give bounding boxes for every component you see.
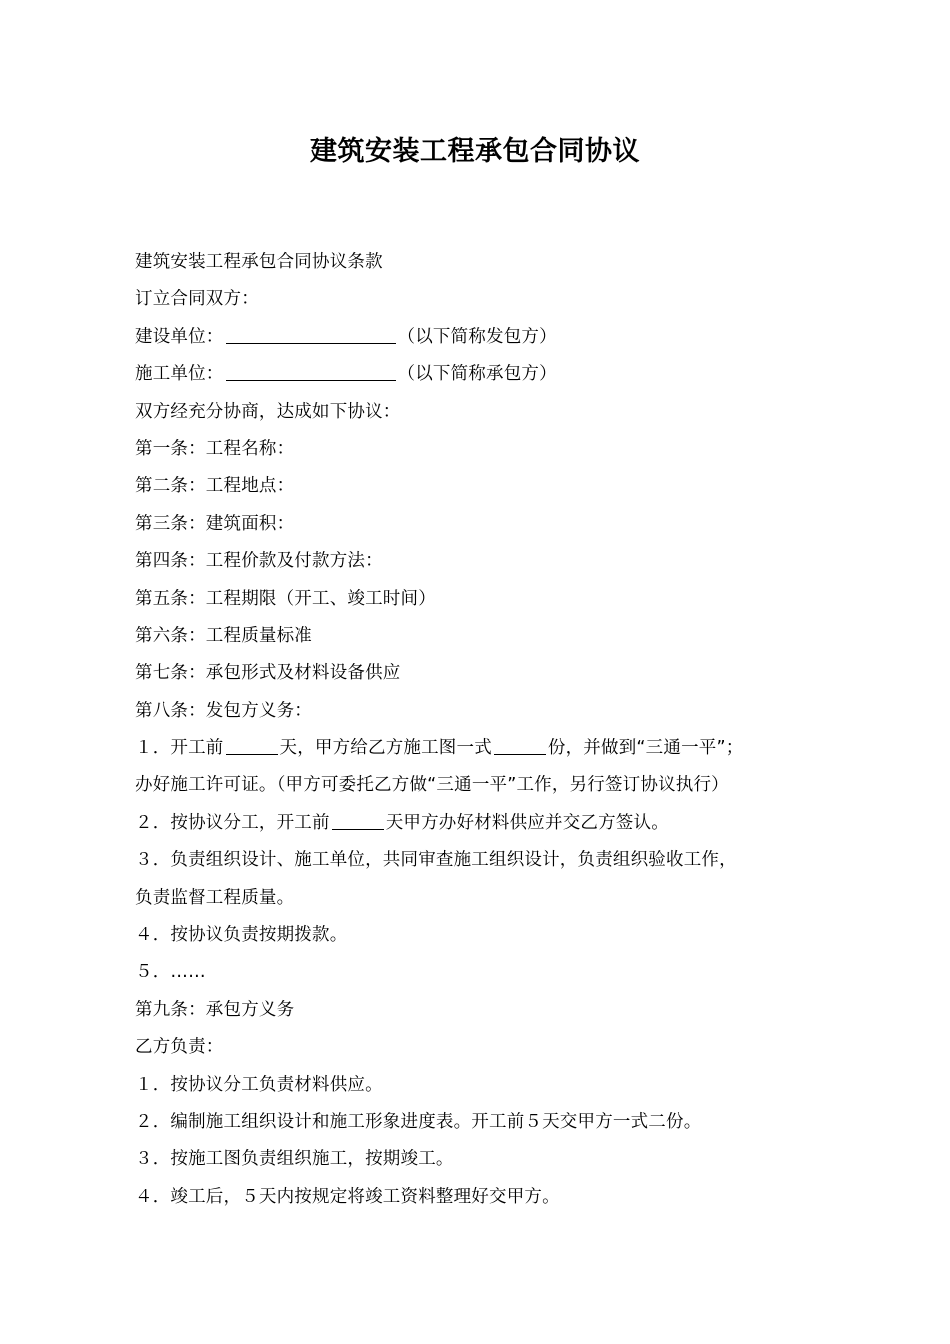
contractor-label: 施工单位： bbox=[135, 364, 224, 385]
employer-duty-2-part-a: ２．按协议分工，开工前 bbox=[135, 812, 330, 833]
article-6: 第六条：工程质量标准 bbox=[135, 625, 312, 646]
employer-duty-1-part-a: １．开工前 bbox=[135, 738, 224, 759]
employer-duty-2-part-b: 天甲方办好材料供应并交乙方签认。 bbox=[385, 812, 669, 833]
contractor-responsibility-heading: 乙方负责： bbox=[135, 1037, 224, 1058]
contractor-duty-3: ３．按施工图负责组织施工，按期竣工。 bbox=[135, 1149, 454, 1170]
employer-alias: （以下简称发包方） bbox=[397, 326, 557, 347]
contractor-line bbox=[135, 356, 825, 393]
days-blank bbox=[226, 737, 278, 756]
article-1: 第一条：工程名称： bbox=[135, 438, 295, 459]
employer-duty-1-cont: 办好施工许可证。（甲方可委托乙方做“三通一平”工作，另行签订协议执行） bbox=[135, 775, 729, 796]
contractor-duty-4: ４．竣工后，５天内按规定将竣工资料整理好交甲方。 bbox=[135, 1186, 560, 1207]
parties-heading: 订立合同双方： bbox=[135, 289, 259, 310]
employer-line bbox=[135, 319, 825, 356]
employer-blank bbox=[226, 325, 396, 344]
employer-duty-3-cont: 负责监督工程质量。 bbox=[135, 887, 295, 908]
employer-duty-2 bbox=[135, 805, 825, 842]
contractor-alias: （以下简称承包方） bbox=[397, 364, 557, 385]
employer-label: 建设单位： bbox=[135, 326, 224, 347]
article-7: 第七条：承包形式及材料设备供应 bbox=[135, 663, 401, 684]
contractor-duty-1: １．按协议分工负责材料供应。 bbox=[135, 1074, 383, 1095]
article-5: 第五条：工程期限（开工、竣工时间） bbox=[135, 588, 436, 609]
article-9: 第九条：承包方义务 bbox=[135, 999, 295, 1020]
document-title: 建筑安装工程承包合同协议 bbox=[310, 136, 640, 167]
employer-duty-5: ５．…… bbox=[135, 962, 206, 983]
employer-duty-3: ３．负责组织设计、施工单位，共同审查施工组织设计，负责组织验收工作， bbox=[135, 850, 737, 871]
employer-duty-4: ４．按协议负责按期拨款。 bbox=[135, 925, 348, 946]
clause-heading: 建筑安装工程承包合同协议条款 bbox=[135, 252, 383, 272]
employer-duty-1 bbox=[135, 730, 825, 767]
article-3: 第三条：建筑面积： bbox=[135, 513, 295, 534]
document-body bbox=[135, 244, 825, 1216]
article-4: 第四条：工程价款及付款方法： bbox=[135, 551, 383, 572]
article-8: 第八条：发包方义务： bbox=[135, 700, 312, 721]
contractor-duty-2: ２．编制施工组织设计和施工形象进度表。开工前５天交甲方一式二份。 bbox=[135, 1111, 702, 1132]
employer-duty-1-part-b: 天，甲方给乙方施工图一式 bbox=[279, 738, 492, 759]
agreement-intro: 双方经充分协商，达成如下协议： bbox=[135, 401, 401, 422]
material-days-blank bbox=[332, 811, 384, 830]
copies-blank bbox=[494, 737, 546, 756]
article-2: 第二条：工程地点： bbox=[135, 476, 295, 497]
contractor-blank bbox=[226, 363, 396, 382]
employer-duty-1-part-c: 份，并做到“三通一平”； bbox=[547, 738, 744, 759]
